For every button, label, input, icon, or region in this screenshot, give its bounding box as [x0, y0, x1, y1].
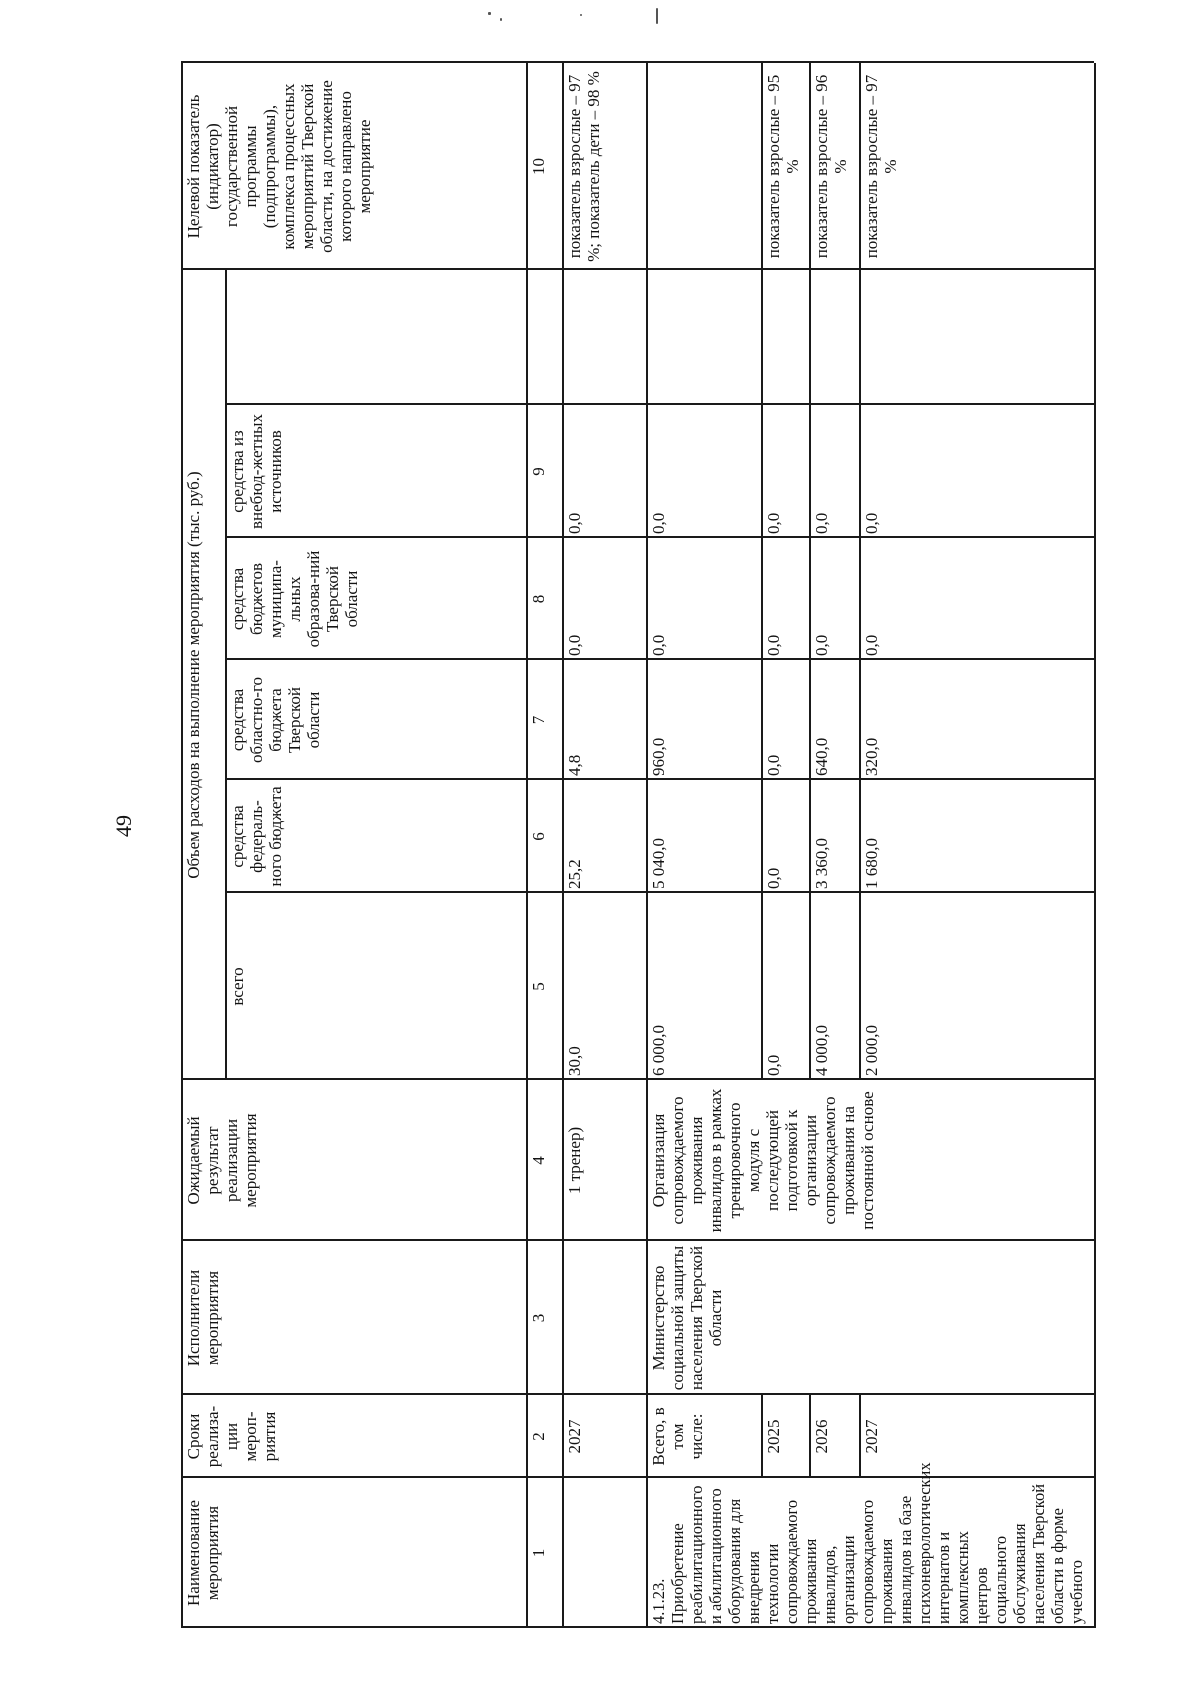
column-number-10: 10: [529, 158, 548, 175]
municipal-cell: 0,0: [764, 634, 783, 656]
federal-cell: 3 360,0: [812, 838, 831, 889]
municipal-cell: 0,0: [862, 634, 881, 656]
header-volume: Объем расходов на выполнение мероприятия (тыс. руб.): [184, 471, 203, 879]
column-number-4: 4: [529, 1156, 548, 1165]
column-number-5: 5: [529, 982, 548, 991]
extra-cell: 0,0: [812, 512, 831, 534]
header-extra: средства из внебюд-жетных источников: [228, 409, 285, 529]
year-cell: 2026: [812, 1419, 831, 1454]
prev-federal: 25,2: [565, 859, 584, 889]
column-number-7: 7: [529, 715, 548, 725]
regional-cell: 960,0: [649, 737, 668, 776]
regional-cell: 640,0: [812, 737, 831, 776]
column-number-2: 2: [529, 1432, 548, 1441]
header-total: всего: [228, 967, 247, 1006]
header-terms: Сроки реализа-ции мероп-риятия: [184, 1405, 279, 1468]
federal-cell: 5 040,0: [649, 838, 668, 889]
total-cell: 4 000,0: [812, 1025, 831, 1076]
header-target: Целевой показатель (индикатор) государственной программы (подпрограммы), комплекса процессных мероприятий Тверской области, на достижение которого направлено мероприятие: [184, 75, 374, 253]
extra-cell: 0,0: [862, 512, 881, 534]
municipal-cell: 0,0: [812, 634, 831, 656]
federal-cell: 1 680,0: [862, 838, 881, 889]
header-municipal: средства бюджетов муниципа-льных образова-ний Тверской области: [228, 546, 361, 648]
total-cell: 0,0: [764, 1054, 783, 1076]
total-cell: 6 000,0: [649, 1025, 668, 1076]
prev-year: 2027: [565, 1419, 584, 1454]
header-federal: средства федераль-ного бюджета: [228, 786, 285, 887]
regional-cell: 320,0: [862, 737, 881, 776]
column-number-1: 1: [529, 1548, 548, 1558]
rotated-frame: [181, 63, 1101, 1628]
year-cell: 2025: [764, 1419, 783, 1454]
federal-cell: 0,0: [764, 867, 783, 889]
column-number-6: 6: [529, 832, 548, 841]
column-number-8: 8: [529, 594, 548, 604]
extra-cell: 0,0: [764, 512, 783, 534]
prev-total: 30,0: [565, 1046, 584, 1076]
prev-target: показатель взрослые – 97 %; показатель дети – 98 %: [565, 70, 603, 262]
page-number: 49: [111, 815, 136, 837]
municipal-cell: 0,0: [649, 634, 668, 656]
prev-expected: 1 тренер): [565, 1126, 584, 1195]
target-cell: показатель взрослые – 97 %: [862, 70, 900, 259]
measure-executor: Министерство социальной защиты населения Тверской области: [649, 1241, 725, 1391]
prev-municipal: 0,0: [565, 634, 584, 656]
prev-regional: 4,8: [565, 754, 584, 776]
extra-cell: 0,0: [649, 512, 668, 534]
target-cell: показатель взрослые – 96 %: [812, 70, 850, 259]
column-number-9: 9: [529, 467, 548, 476]
measure-expected: Организация сопровождаемого проживания инвалидов в рамках тренировочного модуля с последующей подготовкой к организации сопровождаемого проживания на постоянной основе: [649, 1084, 877, 1233]
header-executors: Исполнители мероприятия: [184, 1265, 222, 1367]
header-name: Наименование мероприятия: [184, 1495, 222, 1606]
measure-name: 4.1.23. Приобретение реабилитационного и абилитационного оборудования для внедрения технологии сопровождаемого проживания инвалидов, организации сопровождаемого проживания инвалидов на базе психоневрологических интернатов и комплексных центров социального обслуживания населения Тверской области в форме учебного: [649, 1458, 1086, 1624]
regional-cell: 0,0: [764, 754, 783, 776]
total-cell: 2 000,0: [862, 1025, 881, 1076]
prev-extra: 0,0: [565, 512, 584, 534]
target-cell: показатель взрослые – 95 %: [764, 70, 802, 259]
year-cell: Всего, в том числе:: [649, 1403, 706, 1466]
header-expected: Ожидаемый результат реализации мероприятия: [184, 1112, 260, 1208]
header-regional: средства областно-го бюджета Тверской области: [228, 672, 323, 764]
year-cell: 2027: [862, 1419, 881, 1454]
grid-line: [1094, 63, 1096, 1628]
column-number-3: 3: [529, 1313, 548, 1323]
